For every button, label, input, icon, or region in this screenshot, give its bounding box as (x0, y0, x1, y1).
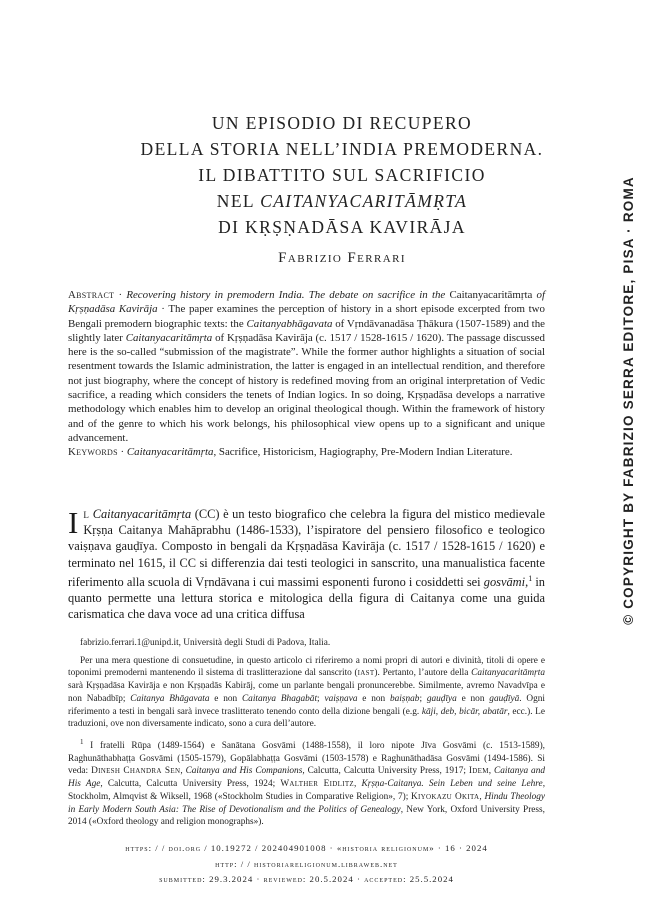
body-smallcaps: l (83, 507, 90, 521)
side-copyright-notice (614, 115, 642, 685)
body-text: in quanto permette una lettura storica e mitologica della figura di Caitanya come una guida carismatica che dava voce ad una critica diffusa (68, 574, 545, 622)
abstract-block (68, 288, 545, 460)
footnote-1: $^1$ I fratelli Rūpa (1489-1564) e Sanātana Gosvāmi (1488-1558), il loro nipote Jīva Gosvāmi (c. 1513-1589), Raghunāthabhaṭṭa Gosvāmi (1505-1579), Gopālabhaṭṭa Gosvāmi (1503-1578) e Raghunāthadāsa Gosvāmi (1494-1586). Si veda: Dinesh Chandra Sen, Caitanya and His Companions, Calcutta, Calcutta University Press, 1917; Idem, Caitanya and His Age, Calcutta, Calcutta University Press, 1924; Walther Eidlitz, Kṛṣṇa-Caitanya. Sein Leben und seine Lehre, Stockholm, Almqvist & Wiksell, 1968 («Stockholm Studies in Comparative Religion», 7); Kiyokazu Okita, Hindu Theology in Early Modern South Asia: The Rise of Devotionalism and the Politics of Genealogy, New York, Oxford University Press, 2014 («Oxford theology and religion monographs»). (68, 737, 546, 828)
abstract-title-end: of Kṛṣṇadāsa Kavirāja (68, 289, 545, 316)
body-paragraph: Il Caitanyacaritāmṛta (CC) è un testo biografico che celebra la figura del mistico medievale Kṛṣṇa Caitanya Mahāprabhu (1486-1533), l’ispiratore del pensiero filosofico e teologico vaiṣṇava gauḍīya. Composto in bengali da Kṛṣṇadāsa Kavirāja (c. 1517 / 1528-1615 / 1620) e terminato nel 1615, il CC si differenzia dai testi teologici in sanscrito, una manualistica facente riferimento alla scuola di Vṛndāvana i cui massimi esponenti furono i cosiddetti sei gosvāmi,$^1$ in quanto permette una lettura storica e mitologica della figura di Caitanya come una guida carismatica che dava voce ad una critica diffusa (68, 505, 545, 622)
separator: · (117, 446, 127, 459)
footnotes (68, 637, 545, 834)
page-footer (68, 841, 545, 888)
footnote-ref[interactable]: 1 (528, 573, 533, 583)
abstract-english-title: Recovering history in premodern India. The debate on sacrifice in the (126, 289, 450, 301)
abstract-work: Caitanyabhāgavata (246, 317, 333, 330)
title-line-3: IL DIBATTITO SUL SACRIFICIO (198, 165, 486, 185)
title-line-4-prefix: NEL (216, 191, 261, 211)
doi-link[interactable]: https: / / doi.org / 10.19272 / 202404901008 · «historia religionum» · 16 · 2024 (125, 843, 488, 853)
body-text: (CC) è un testo biografico che celebra la figura del mistico medievale Kṛṣṇa Caitanya Mahāprabhu (1486-1533), l’ispiratore del pensiero filosofico e teologico vaiṣṇava gauḍīya. Composto in bengali da Kṛṣṇadāsa Kavirāja (c. 1517 / 1528-1615 / 1620) e terminato nel 1615, il CC si differenzia dai testi teologici in sanscrito, una manualistica facente riferimento alla scuola di Vṛndāvana i cui massimi esponenti furono i cosiddetti sei (68, 507, 545, 589)
abstract-label: Abstract (68, 289, 115, 301)
body-term: gosvāmi (483, 574, 526, 589)
abstract-text: of Vṛndāvanadāsa Ṭhākura (1507-1589) and the slightly later (68, 317, 545, 344)
article-title (68, 110, 616, 240)
copyright-text: © COPYRIGHT BY FABRIZIO SERRA EDITORE, PISA · ROMA (620, 175, 636, 625)
drop-cap: I (68, 505, 79, 540)
title-work-name: CAITANYACARITĀMṚTA (260, 191, 468, 211)
separator: · (114, 289, 127, 301)
title-line-2: DELLA STORIA NELL’INDIA PREMODERNA. (140, 139, 544, 159)
abstract-text: The paper examines the perception of history in a short episode excerpted from two Bengali premodern biographic texts: the (68, 303, 545, 330)
abstract-text: of Kṛṣṇadāsa Kavirāja (c. 1517 / 1528-1615 / 1620). The passage discussed here is the so-called “submission of the magistrate”. While the former author highlights a situation of social resentment towards the Islamic administration, the latter is engaged in an intellectual rendition, and therefore not just biography, where the concept of history is redefined moving from an original interpretation of Vedic sacrifice, a reading which considers the tenets of Indian logics. In so doing, Kṛṣṇadāsa develops a narrative methodology which enables him to develop an original theological though. Within the framework of history and of the genre to which his work belongs, his philosophical view opens up to a significant and unique advancement. (68, 331, 545, 444)
abstract-title-work: Caitanyacaritāmṛta (449, 289, 533, 301)
keywords-block (68, 445, 545, 459)
keywords-label: Keywords (68, 446, 118, 459)
title-line-5: DI KṚṢṆADĀSA KAVIRĀJA (218, 217, 466, 237)
body-work: Caitanyacaritāmṛta (89, 507, 192, 521)
title-line-1: UN EPISODIO DI RECUPERO (211, 113, 473, 133)
transliteration-note: Per una mera questione di consuetudine, in questo articolo ci riferiremo a nomi propri di autori e divinità, titoli di opere e toponimi premoderni mantenendo il sistema di traslitterazione dal sanscrito (iast). Pertanto, l’autore della Caitanyacaritāmṛta sarà Kṛṣṇadāsa Kavirāja e non Kṛṣṇadās Kabirāj, come un parlante bengali pronuncerebbe. Similmente, avremo Navadvīpa e non Nabadbīp; Caitanya Bhāgavata e non Caitanya Bhagabāt; vaiṣṇava e non baiṣṇab; gauḍīya e non gauḍīyā. Ogni riferimento a testi in bengali sarà invece traslitterato tenendo conto della dizione bengali (e.g. kāji, deb, bicār, abatār, ecc.). Le traduzioni, ove non diversamente indicato, sono a cura dell’autore. (68, 655, 545, 730)
keyword-work: Caitanyacaritāmṛta (126, 446, 214, 459)
title-line-4 (68, 188, 616, 214)
journal-url[interactable]: http: / / historiareligionum.libraweb.net (215, 858, 398, 869)
author-name: Fabrizio Ferrari (278, 250, 406, 266)
affiliation-note: fabrizio.ferrari.1@unipd.it, Università degli Studi di Padova, Italia. (80, 638, 331, 648)
keywords-list: , Sacrifice, Historicism, Hagiography, Pre-Modern Indian Literature. (213, 446, 513, 459)
separator: · (157, 303, 169, 316)
abstract-work: Caitanyacaritāmṛta (125, 331, 213, 344)
submission-dates: submitted: 29.3.2024 · reviewed: 20.5.2024 · accepted: 25.5.2024 (159, 874, 454, 884)
